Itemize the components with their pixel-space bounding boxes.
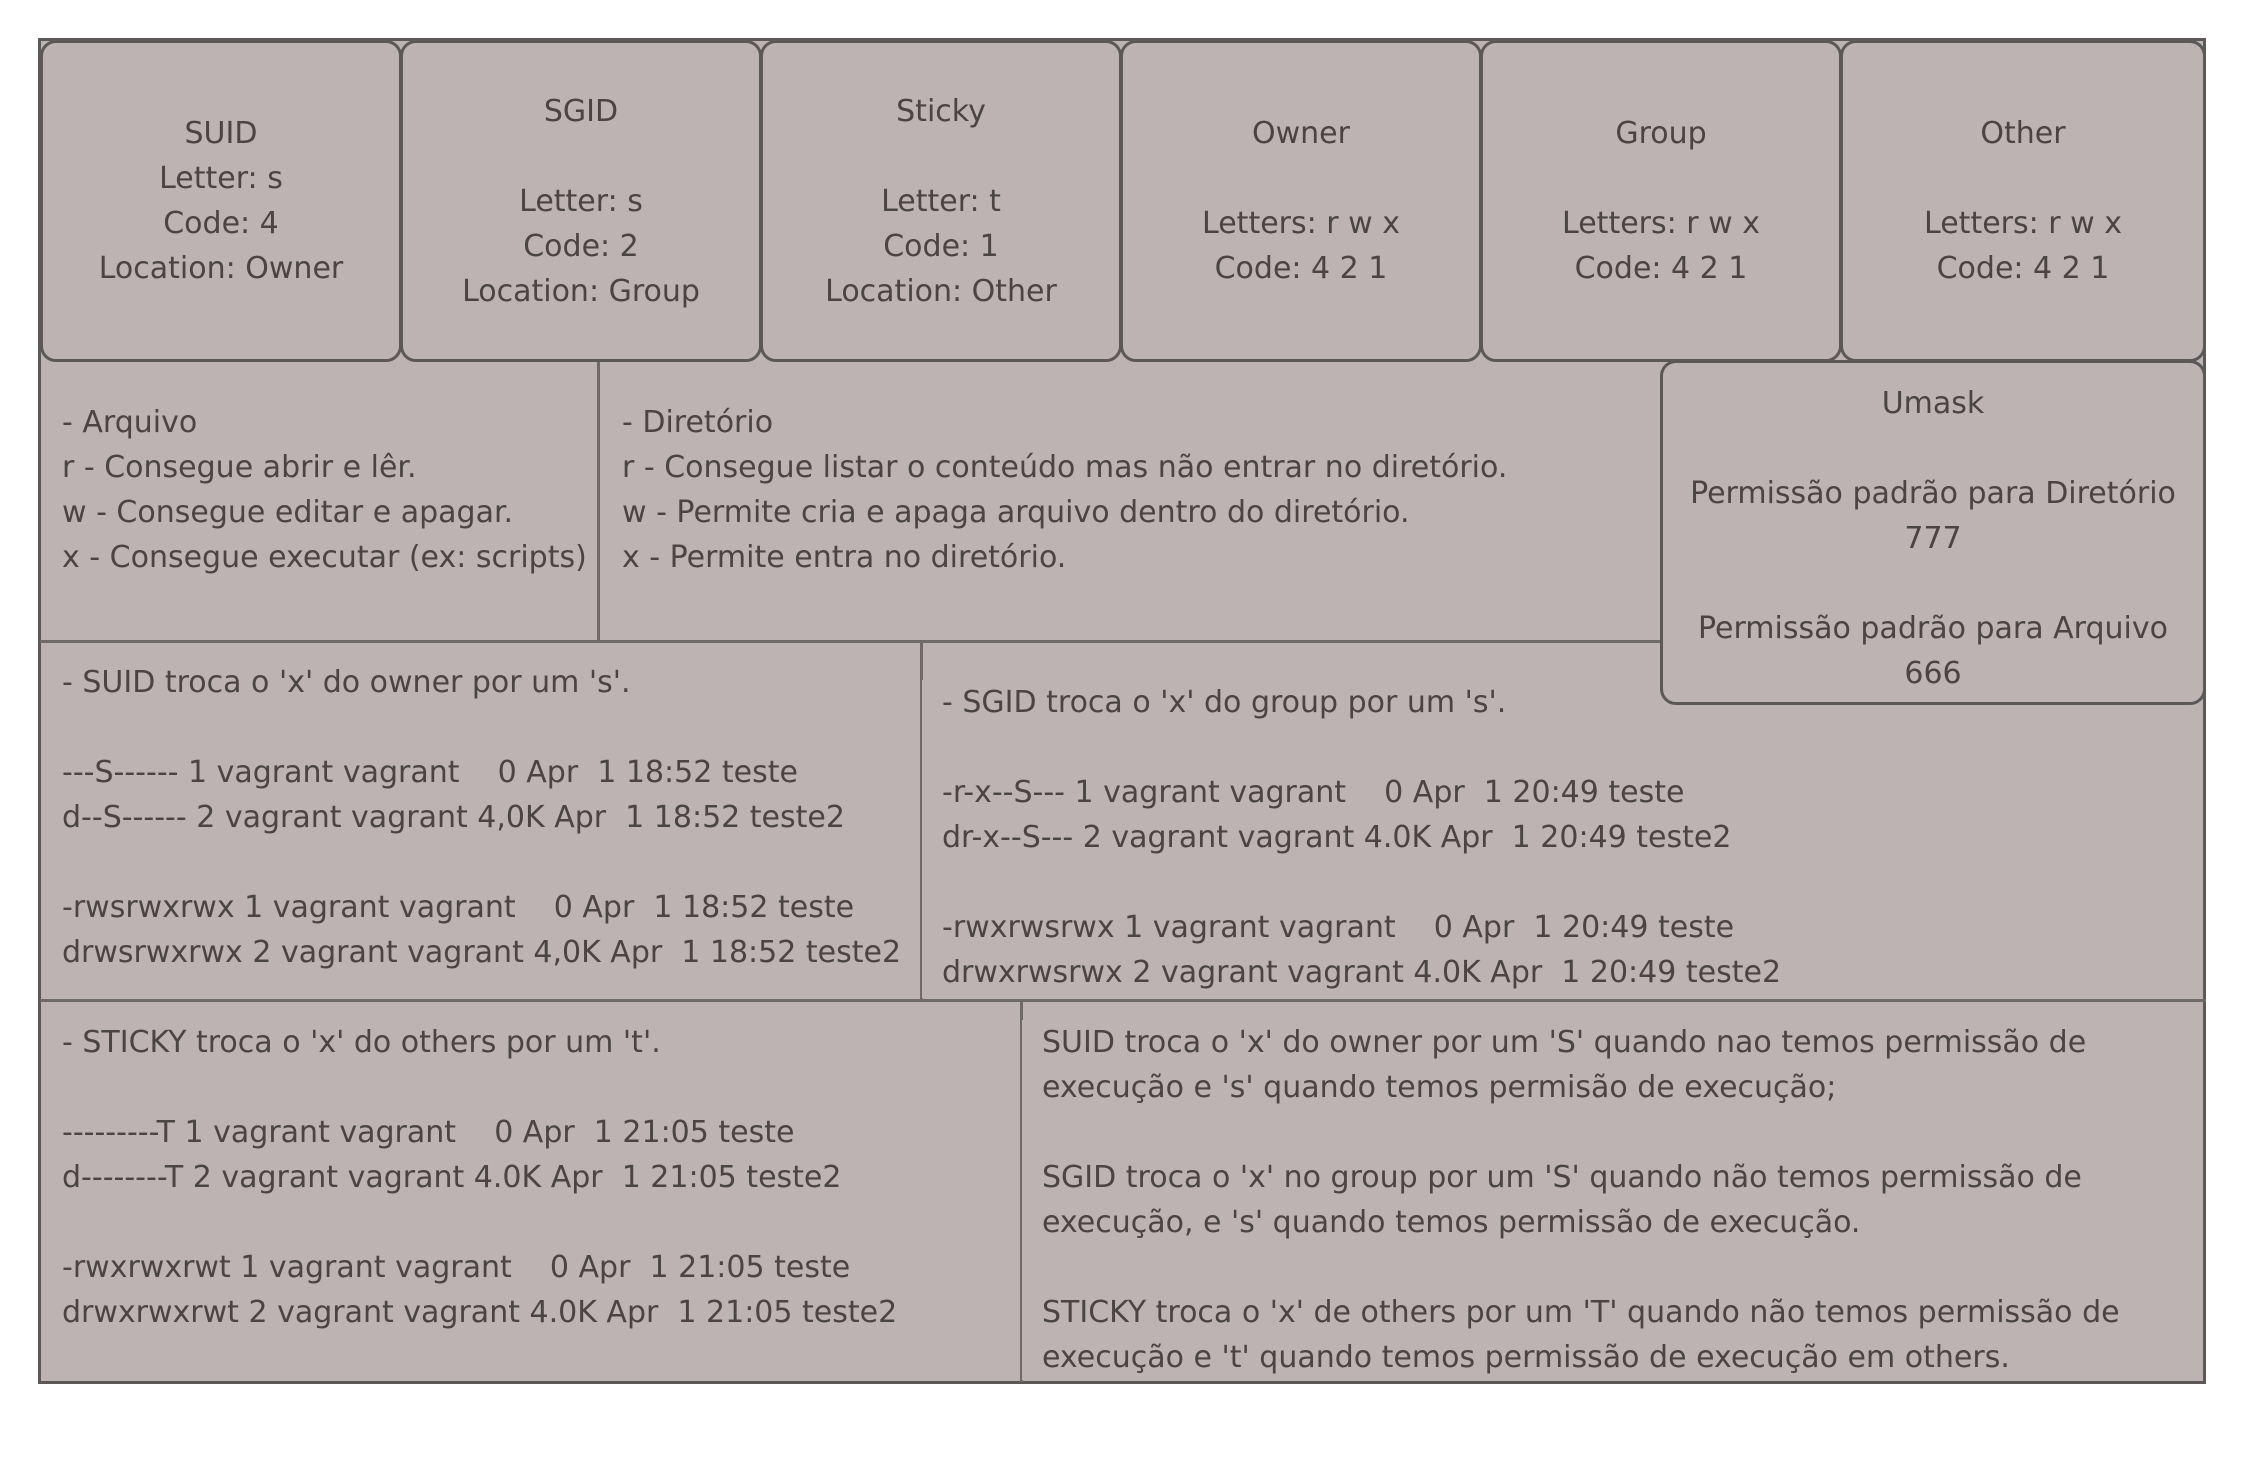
sticky-example-section: - STICKY troca o 'x' do others por um 't'. ---------T 1 vagrant vagrant 0 Apr 1 21:05 teste d--------T 2 vagrant vagrant 4.0K Apr 1 21:05 teste2 -rwxrwxrwt 1 vagrant vagrant 0 Apr 1 21:05 teste drwxrwxrwt 2 vagrant vagrant 4.0K Apr 1 21:05 teste2 [42,1020,1017,1380]
umask-card: Umask Permissão padrão para Diretório 777 Permissão padrão para Arquivo 666 [1660,360,2206,705]
divider [40,640,1665,643]
sgid-example-section: - SGID troca o 'x' do group por um 's'. -r-x--S--- 1 vagrant vagrant 0 Apr 1 20:49 teste dr-x--S--- 2 vagrant vagrant 4.0K Apr 1 20:49 teste2 -rwxrwsrwx 1 vagrant vagrant 0 Apr 1 20:49 teste drwxrwsrwx 2 vagrant vagrant 4.0K Apr 1 20:49 teste2 [922,680,2192,998]
other-card: Other Letters: r w x Code: 4 2 1 [1840,40,2206,362]
suid-card: SUID Letter: s Code: 4 Location: Owner [40,40,402,362]
divider [40,999,2206,1002]
notes-section: SUID troca o 'x' do owner por um 'S' quando nao temos permissão de execução e 's' quando temos permisão de execução; SGID troca o 'x' no group por um 'S' quando não temos permissão de execução, e 's' quando temos permissão de execução. STICKY troca o 'x' de others por um 'T' quando não temos permissão de execução e 't' quando temos permissão de execução em others. [1022,1020,2202,1380]
divider [597,362,600,642]
sticky-card: Sticky Letter: t Code: 1 Location: Other [760,40,1122,362]
suid-example-section: - SUID troca o 'x' do owner por um 's'. ---S------ 1 vagrant vagrant 0 Apr 1 18:52 teste d--S------ 2 vagrant vagrant 4,0K Apr 1 18:52 teste2 -rwsrwxrwx 1 vagrant vagrant 0 Apr 1 18:52 teste drwsrwxrwx 2 vagrant vagrant 4,0K Apr 1 18:52 teste2 [42,660,917,995]
group-card: Group Letters: r w x Code: 4 2 1 [1480,40,1842,362]
arquivo-section: - Arquivo r - Consegue abrir e lêr. w - Consegue editar e apagar. x - Consegue executar (ex: scripts) [42,400,597,640]
owner-card: Owner Letters: r w x Code: 4 2 1 [1120,40,1482,362]
sgid-card: SGID Letter: s Code: 2 Location: Group [400,40,762,362]
diretorio-section: - Diretório r - Consegue listar o conteúdo mas não entrar no diretório. w - Permite cria e apaga arquivo dentro do diretório. x - Permite entra no diretório. [602,400,1652,640]
